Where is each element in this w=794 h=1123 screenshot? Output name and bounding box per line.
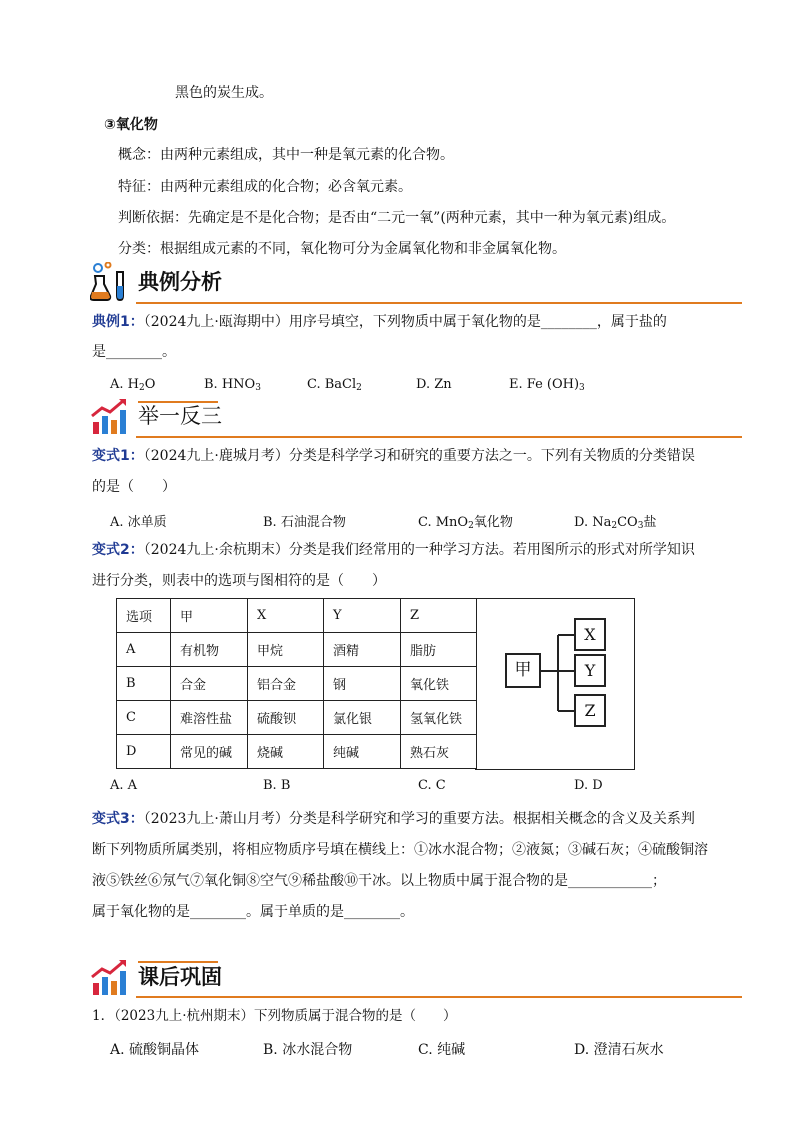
option-c: C. BaCl2	[307, 377, 362, 393]
question-label: 变式1：	[92, 448, 144, 464]
table-cell: 合金	[171, 667, 248, 701]
table-row	[117, 735, 477, 769]
option-d: D. Na2CO3盐	[574, 515, 657, 531]
table-cell: 有机物	[171, 633, 248, 667]
diagram-child-y: Y	[584, 661, 596, 680]
table-row	[117, 701, 477, 735]
concept-text: 概念：由两种元素组成，其中一种是氧元素的化合物。	[118, 147, 454, 163]
variant2-line2: 进行分类，则表中的选项与图相符的是（ ）	[92, 573, 386, 589]
table-cell: D	[117, 735, 171, 769]
diagram-root-label: 甲	[514, 660, 532, 680]
table-cell: 常见的碱	[171, 735, 248, 769]
table-row	[117, 599, 477, 633]
option-b: B. 冰水混合物	[263, 1042, 353, 1058]
table-header-cell: Z	[401, 599, 477, 633]
table-cell: A	[117, 633, 171, 667]
table-cell: 酒精	[324, 633, 401, 667]
lab-flask-icon	[90, 262, 132, 302]
growth-chart-icon	[90, 957, 130, 997]
table-cell: 脂肪	[401, 633, 477, 667]
section-divider	[136, 302, 742, 304]
table-cell: 烧碱	[248, 735, 324, 769]
variant3-line3: 液⑤铁丝⑥氖气⑦氧化铜⑧空气⑨稀盐酸⑩干冰。以上物质中属于混合物的是____________；	[92, 873, 666, 889]
carryover-text: 黑色的炭生成。	[175, 85, 273, 101]
question-label: 典例1：	[92, 314, 144, 330]
section-divider	[136, 996, 742, 998]
variant1-line2: 的是（ ）	[92, 479, 176, 495]
table-cell: 氯化银	[324, 701, 401, 735]
table-cell: 硫酸钡	[248, 701, 324, 735]
table-row	[117, 667, 477, 701]
table-header-cell: 甲	[171, 599, 248, 633]
section-title: 课后巩固	[138, 965, 222, 989]
option-e: E. Fe (OH)3	[509, 377, 585, 393]
feature-text: 特征：由两种元素组成的化合物；必含氧元素。	[118, 179, 412, 195]
table-cell: 钢	[324, 667, 401, 701]
classification-table	[116, 598, 477, 769]
option-b: B. 石油混合物	[263, 515, 346, 530]
question-label: 变式3：	[92, 811, 144, 827]
diagram-child-z: Z	[584, 701, 596, 720]
table-cell: 氧化铁	[401, 667, 477, 701]
section-review-header	[90, 957, 742, 997]
option-a: A. H2O	[110, 377, 156, 393]
option-d: D. 澄清石灰水	[574, 1042, 664, 1058]
oxide-heading: ③氧化物	[104, 117, 158, 133]
section-title: 典例分析	[138, 270, 222, 294]
option-a: A. 冰单质	[110, 515, 167, 530]
option-d: D. Zn	[416, 377, 452, 392]
option-c: C. C	[418, 778, 446, 793]
table-cell: B	[117, 667, 171, 701]
classification-diagram	[475, 598, 635, 770]
option-b: B. HNO3	[204, 377, 261, 393]
option-c: C. 纯碱	[418, 1042, 466, 1058]
section-example-header	[90, 262, 742, 302]
option-a: A. 硫酸铜晶体	[110, 1042, 200, 1058]
table-cell: C	[117, 701, 171, 735]
table-header-cell: X	[248, 599, 324, 633]
table-cell: 难溶性盐	[171, 701, 248, 735]
diagram-child-x: X	[584, 625, 596, 644]
tree-diagram	[475, 599, 634, 769]
classify-text: 分类：根据组成元素的不同，氧化物可分为金属氧化物和非金属氧化物。	[118, 241, 566, 257]
question-label: 变式2：	[92, 542, 144, 558]
table-cell: 氢氧化铁	[401, 701, 477, 735]
option-c: C. MnO2氧化物	[418, 515, 513, 531]
example1-line1: 典例1：（2024九上·瓯海期中）用序号填空，下列物质中属于氧化物的是________，属于盐的	[92, 314, 667, 330]
review1-line1: 1．（2023九上·杭州期末）下列物质属于混合物的是（ ）	[92, 1008, 457, 1024]
variant3-line1: 变式3：（2023九上·萧山月考）分类是科学研究和学习的重要方法。根据相关概念的含义及关系判	[92, 811, 695, 827]
option-a: A. A	[110, 778, 138, 793]
example1-line2: 是________。	[92, 344, 176, 360]
table-header-cell: Y	[324, 599, 401, 633]
table-cell: 铝合金	[248, 667, 324, 701]
table-cell: 纯碱	[324, 735, 401, 769]
variant2-line1: 变式2：（2024九上·余杭期末）分类是我们经常用的一种学习方法。若用图所示的形式对所学知识	[92, 542, 695, 558]
section-practice-header	[90, 396, 742, 436]
option-b: B. B	[263, 778, 291, 793]
variant3-line2: 断下列物质所属类别，将相应物质序号填在横线上：①冰水混合物；②液氮；③碱石灰；④硫酸铜溶	[92, 842, 708, 858]
variant3-line4: 属于氧化物的是________。属于单质的是________。	[92, 904, 414, 920]
option-d: D. D	[574, 778, 603, 793]
growth-chart-icon	[90, 396, 130, 436]
table-cell: 熟石灰	[401, 735, 477, 769]
table-header-cell: 选项	[117, 599, 171, 633]
section-divider	[136, 436, 742, 438]
basis-text: 判断依据：先确定是不是化合物；是否由“二元一氧”(两种元素，其中一种为氧元素)组成。	[118, 210, 676, 226]
table-cell: 甲烷	[248, 633, 324, 667]
table-row	[117, 633, 477, 667]
section-title: 举一反三	[138, 404, 222, 428]
variant1-line1: 变式1：（2024九上·鹿城月考）分类是科学学习和研究的重要方法之一。下列有关物质的分类错误	[92, 448, 695, 464]
